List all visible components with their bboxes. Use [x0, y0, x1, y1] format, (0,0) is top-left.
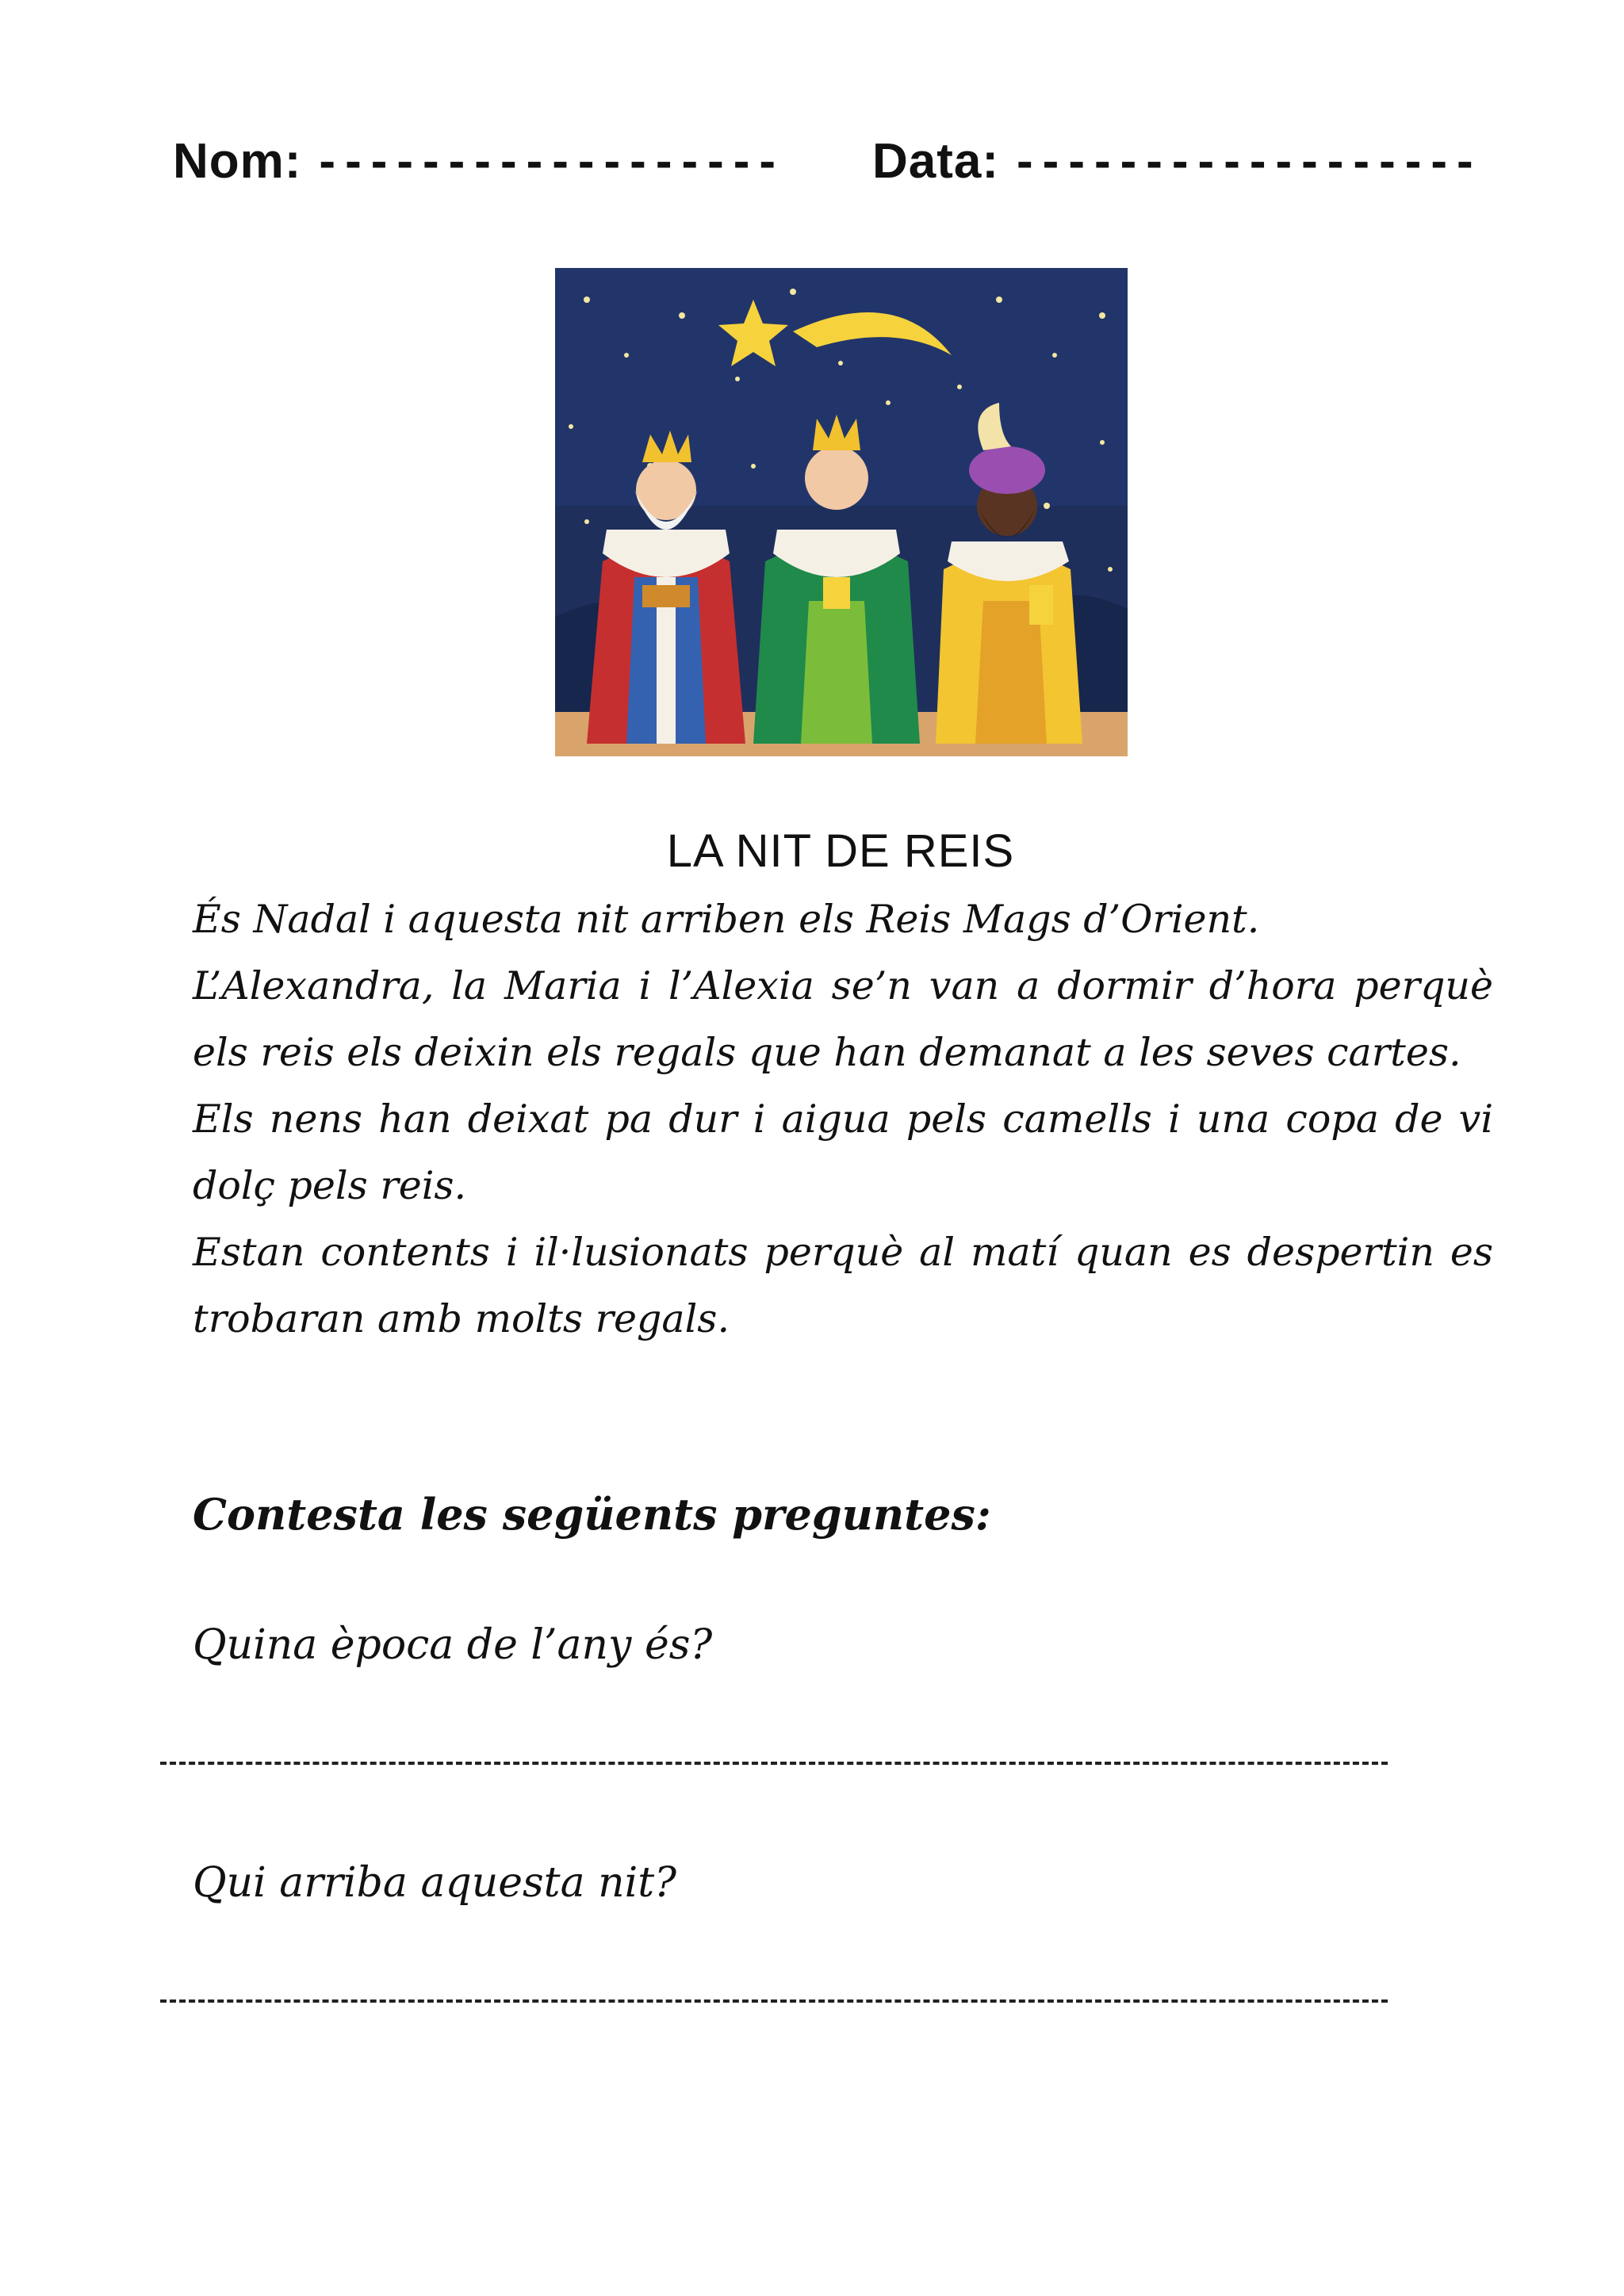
questions-instruction: Contesta les següents preguntes: — [193, 1489, 991, 1540]
date-label: Data: — [872, 134, 1000, 189]
three-kings-illustration — [555, 268, 1128, 756]
name-field — [173, 133, 785, 189]
story-paragraph: L’Alexandra, la Maria i l’Alexia se’n van a dormir d’hora perquè els reis els deixin els regals que han demanat a les seves cartes. — [193, 963, 1493, 1075]
story-paragraph: És Nadal i aquesta nit arriben els Reis Mags d’Orient. — [193, 897, 1260, 942]
answer-1-line[interactable] — [160, 1762, 1388, 1765]
name-blank[interactable]: ------------------ — [319, 134, 786, 189]
story-paragraph: Els nens han deixat pa dur i aigua pels camells i una copa de vi dolç pels reis. — [193, 1096, 1493, 1208]
story-text — [193, 886, 1493, 1353]
story-paragraph: Estan contents i il·lusionats perquè al matí quan es despertin es trobaran amb molts regals. — [193, 1230, 1493, 1341]
answer-2-line[interactable] — [160, 1999, 1388, 2003]
question-2-text: Qui arriba aquesta nit? — [193, 1859, 677, 1907]
date-blank[interactable]: ------------------ — [1017, 134, 1483, 189]
date-field — [872, 133, 1483, 189]
question-1-text: Quina època de l’any és? — [193, 1621, 713, 1669]
name-label: Nom: — [173, 134, 302, 189]
story-title: LA NIT DE REIS — [666, 825, 1015, 877]
